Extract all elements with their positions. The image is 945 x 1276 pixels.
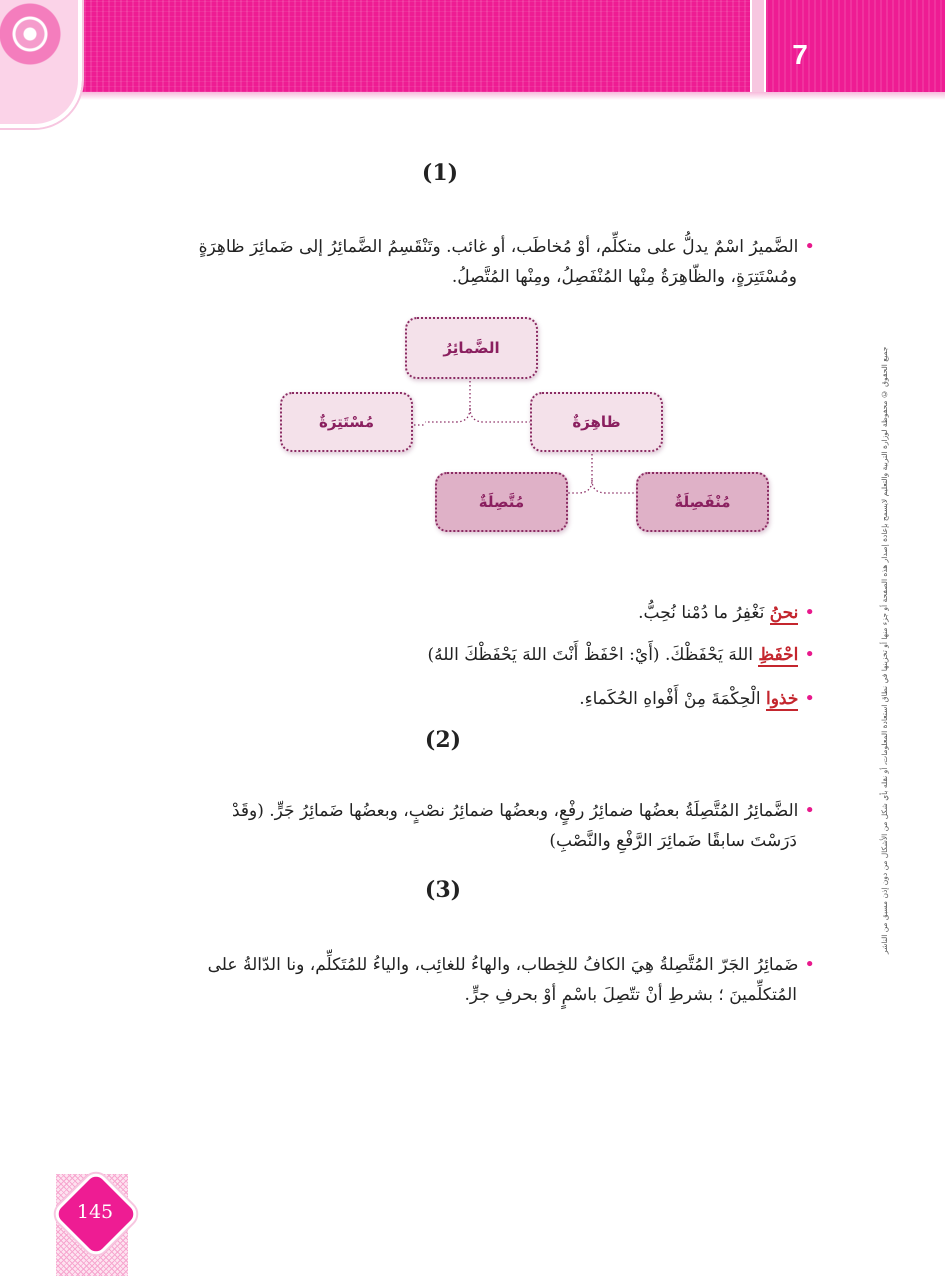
header-divider <box>752 0 764 100</box>
section1-line1: الضَّميرُ اسْمٌ يدلُّ على متكلِّم، أوْ مُخاطَب، أو غائب. وتَنْقَسِمُ الضَّمائِرُ إلى ضَمائِرَ ظاهِرَةٍ <box>198 237 799 257</box>
chapter-number: 7 <box>792 39 808 70</box>
example-2-key: احْفَظِ <box>758 645 799 665</box>
bullet-icon: • <box>804 644 815 665</box>
section-title-3: (3) <box>424 877 462 903</box>
bullet-icon: • <box>804 236 815 257</box>
diagram-node-attached: مُتَّصِلَةٌ <box>435 472 568 532</box>
example-3-key: خذوا <box>766 689 799 709</box>
diagram-node-visible: ظاهِرَةٌ <box>530 392 663 452</box>
section3-line1: ضَمائِرُ الجَرّ المُتَّصِلةُ هِيَ الكافُ للخِطاب، والهاءُ للغائِب، والياءُ للمُتَكلِّم، ونا الدّالةُ على <box>207 955 799 975</box>
section3-line2: المُتكلِّمينَ ؛ بشرطِ أنْ تتّصِلَ باسْمٍ أوْ بحرفِ جرٍّ. <box>464 985 797 1005</box>
section-title-2: (2) <box>424 727 462 753</box>
header-band <box>78 0 750 92</box>
example-3-text: الْحِكْمَةَ مِنْ أَفْواهِ الحُكَماءِ. <box>579 689 766 709</box>
diagram-node-separate: مُنْفَصِلَةٌ <box>636 472 769 532</box>
example-1-text: نَغْفِرُ ما دُمْنا نُحِبُّ. <box>638 603 770 623</box>
example-2-text: اللهَ يَحْفَظْكَ. (أَيْ: احْفَظْ أَنْتَ اللهَ يَحْفَظْكَ اللهُ) <box>427 645 759 665</box>
section2-bullet <box>115 796 815 856</box>
diagram-node-hidden: مُسْتَتِرَةٌ <box>280 392 413 452</box>
section3-bullet <box>115 950 815 1010</box>
page-number: 145 <box>76 1201 114 1223</box>
example-2 <box>215 640 815 670</box>
header-shadow <box>78 92 945 100</box>
bullet-icon: • <box>804 602 815 623</box>
example-3 <box>215 684 815 714</box>
example-1-key: نحنُ <box>769 603 799 623</box>
section1-bullet <box>115 232 815 292</box>
bullet-icon: • <box>804 800 815 821</box>
copyright-note: جميع الحقوق © محفوظة لوزارة التربية والتعليم لايسمح بإعادة إصدار هذه الصفحة أو جزء منها أو تخزينها في نطاق استعادة المعلومات، أو نقله بأي شكل من الأشكال من دون إذن مسبق من الناشر <box>880 346 889 954</box>
section-title-1: (1) <box>421 160 459 186</box>
section2-line2: دَرَسْتَ سابقًا ضَمائِرَ الرَّفْعِ والنَّصْبِ) <box>549 831 797 851</box>
example-1 <box>215 598 815 628</box>
bullet-icon: • <box>804 688 815 709</box>
corner-ornament-icon <box>0 0 82 128</box>
section2-line1: الضَّمائِرُ المُتَّصِلَةُ بعضُها ضمائِرُ رفْعٍ، وبعضُها ضمائِرُ نصْبٍ، وبعضُها ضَمائِرُ جَرٍّ. (وقَدْ <box>231 801 799 821</box>
diagram-node-root: الضَّمائِرُ <box>405 317 538 379</box>
section1-line2: ومُسْتَتِرَةٍ، والظّاهِرَةُ مِنْها المُنْفَصِلُ، ومِنْها المُتَّصِلُ. <box>451 267 797 287</box>
bullet-icon: • <box>804 954 815 975</box>
